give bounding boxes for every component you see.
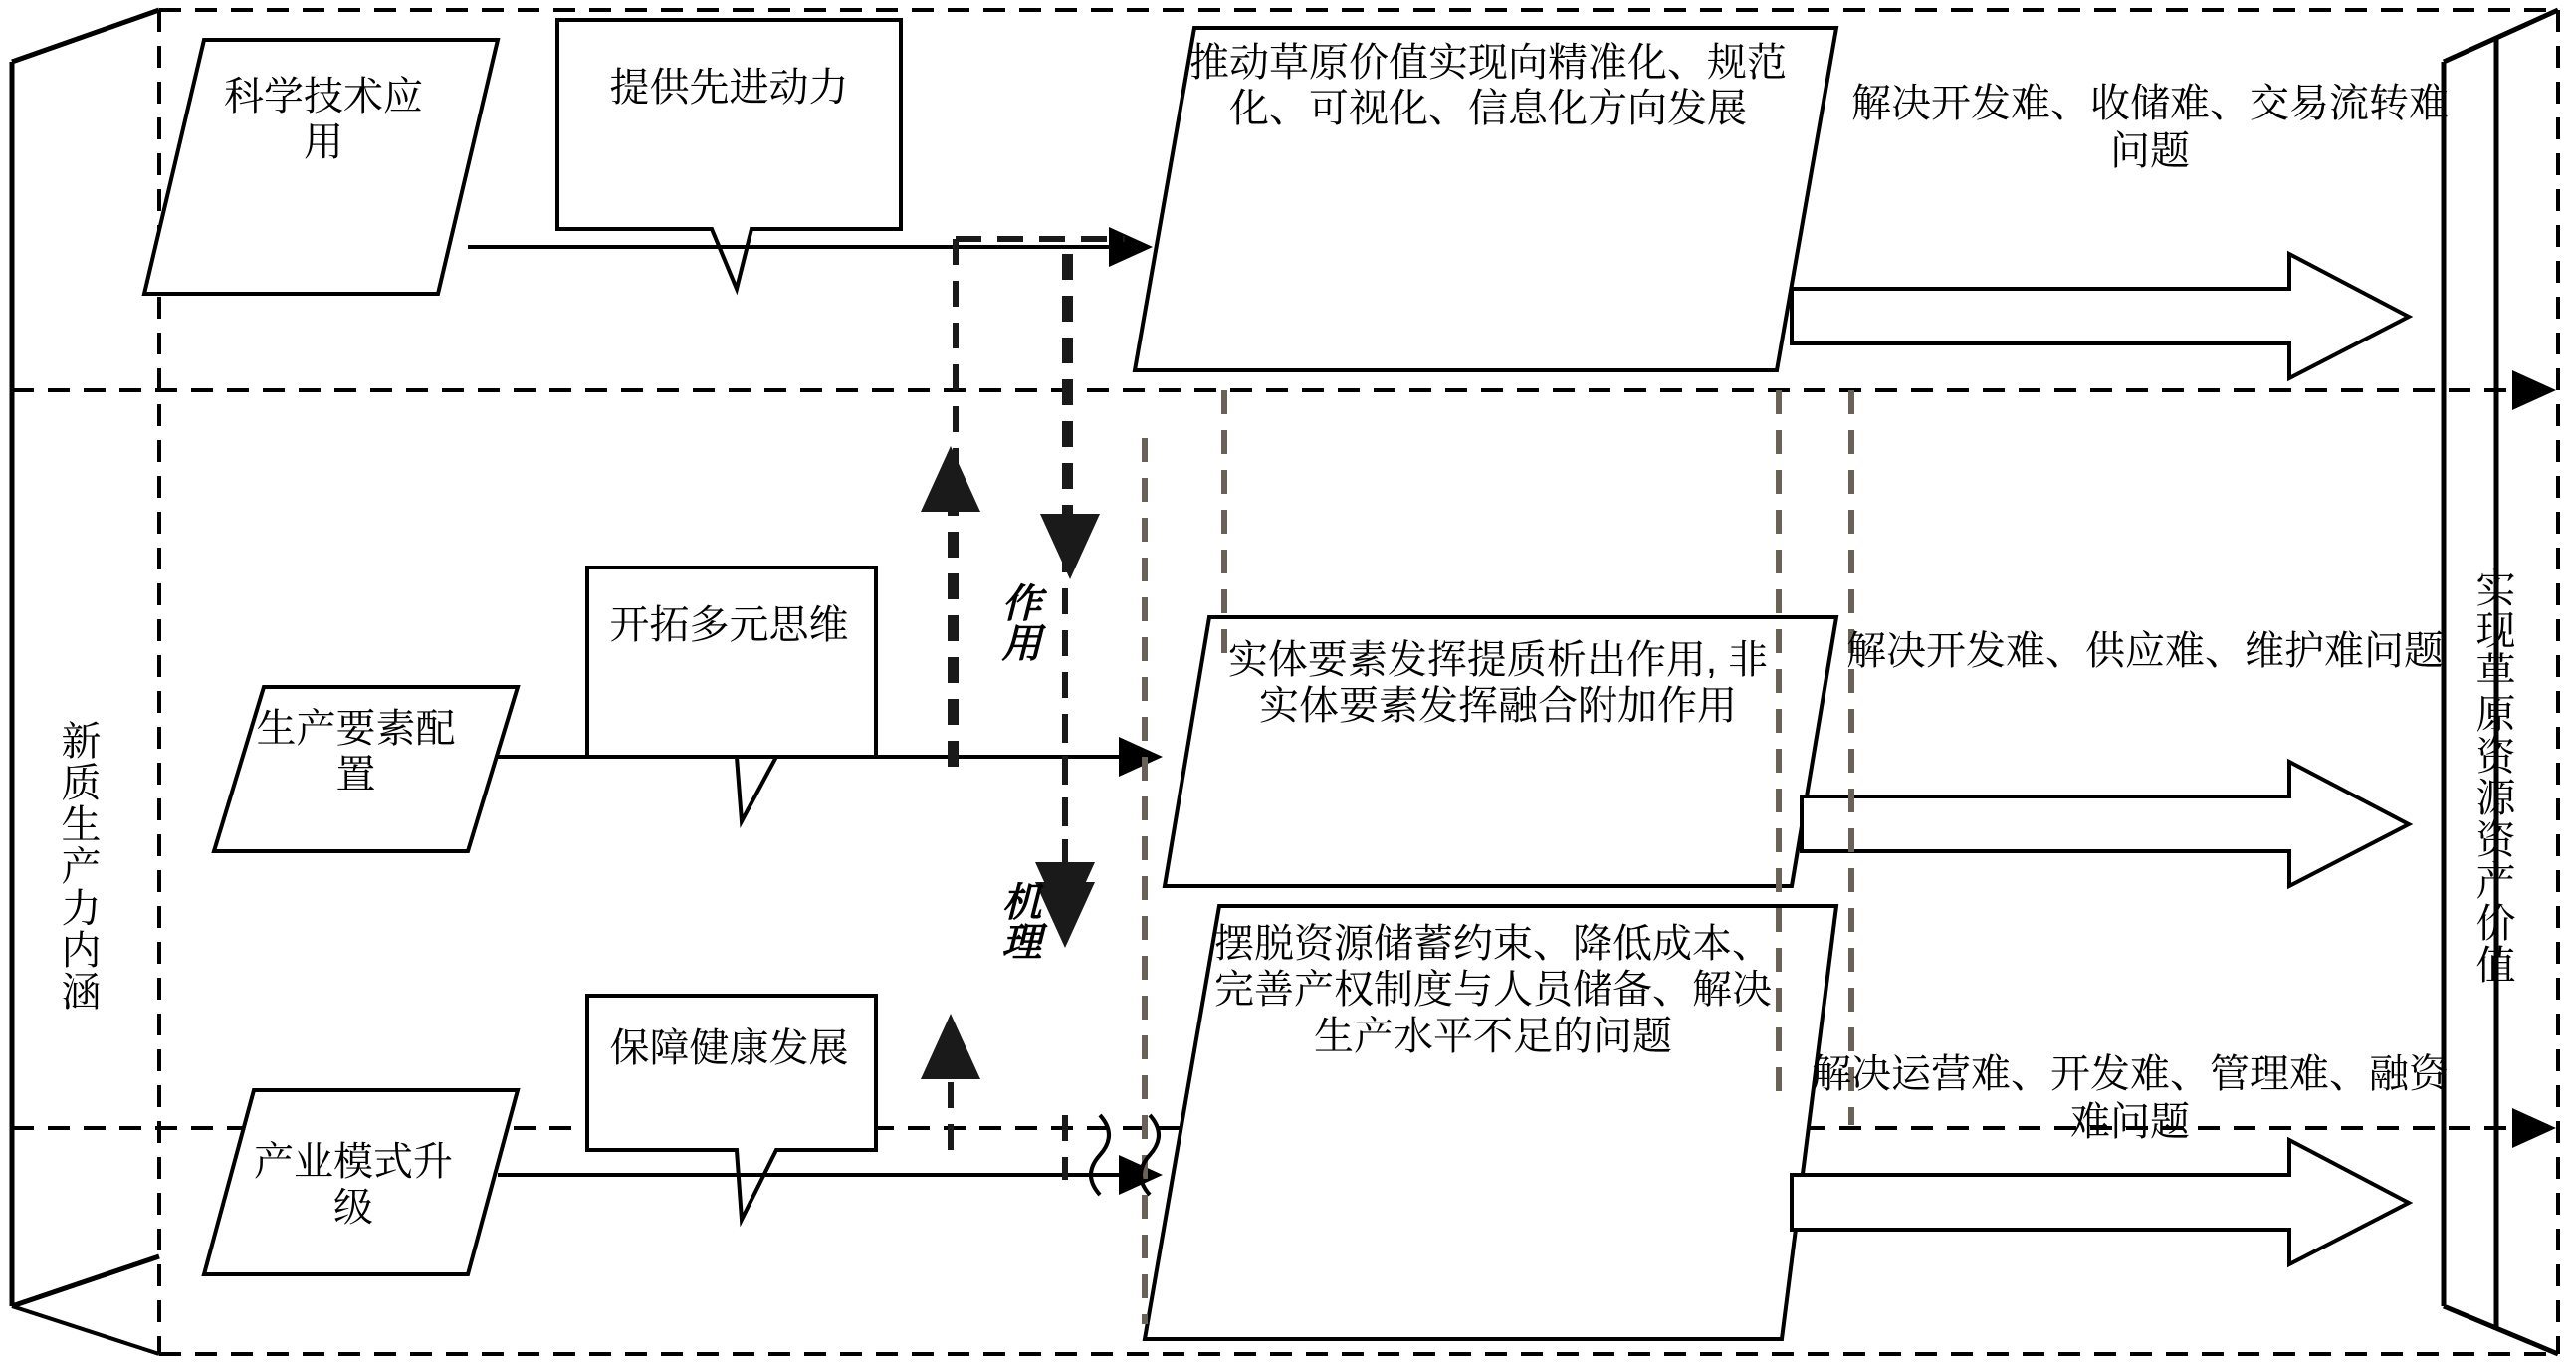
callout-label-3: 保障健康发展 (609, 1026, 849, 1070)
right-axis-label: 实现草原资源资产价值 (2470, 568, 2514, 986)
outcome-label-2: 解决开发难、供应难、维护难问题 (1846, 629, 2444, 673)
mechanism-label-bottom: 机理 (996, 881, 1041, 961)
effect-label-2: 实体要素发挥提质析出作用, 非实体要素发挥融合附加作用 (1227, 638, 1769, 729)
mechanism-label-top: 作用 (996, 582, 1041, 662)
outcome-arrow-3 (1792, 1140, 2409, 1264)
callout-label-1: 提供先进动力 (609, 66, 849, 110)
outcome-arrow-2 (1802, 762, 2409, 886)
source-label-1: 科学技术应用 (224, 75, 423, 164)
callout-label-2: 开拓多元思维 (609, 603, 849, 647)
effect-label-1: 推动草原价值实现向精准化、规范化、可视化、信息化方向发展 (1189, 41, 1787, 131)
outcome-arrow-1 (1792, 254, 2409, 378)
effect-label-3: 摆脱资源储蓄约束、降低成本、完善产权制度与人员储备、解决生产水平不足的问题 (1214, 922, 1772, 1058)
source-label-2: 生产要素配置 (256, 707, 456, 796)
source-label-3: 产业模式升级 (254, 1140, 453, 1230)
outcome-label-3: 解决运营难、开发难、管理难、融资难问题 (1812, 1052, 2449, 1144)
outcome-label-1: 解决开发难、收储难、交易流转难问题 (1851, 82, 2449, 173)
left-axis-label: 新质生产力内涵 (56, 720, 100, 1013)
